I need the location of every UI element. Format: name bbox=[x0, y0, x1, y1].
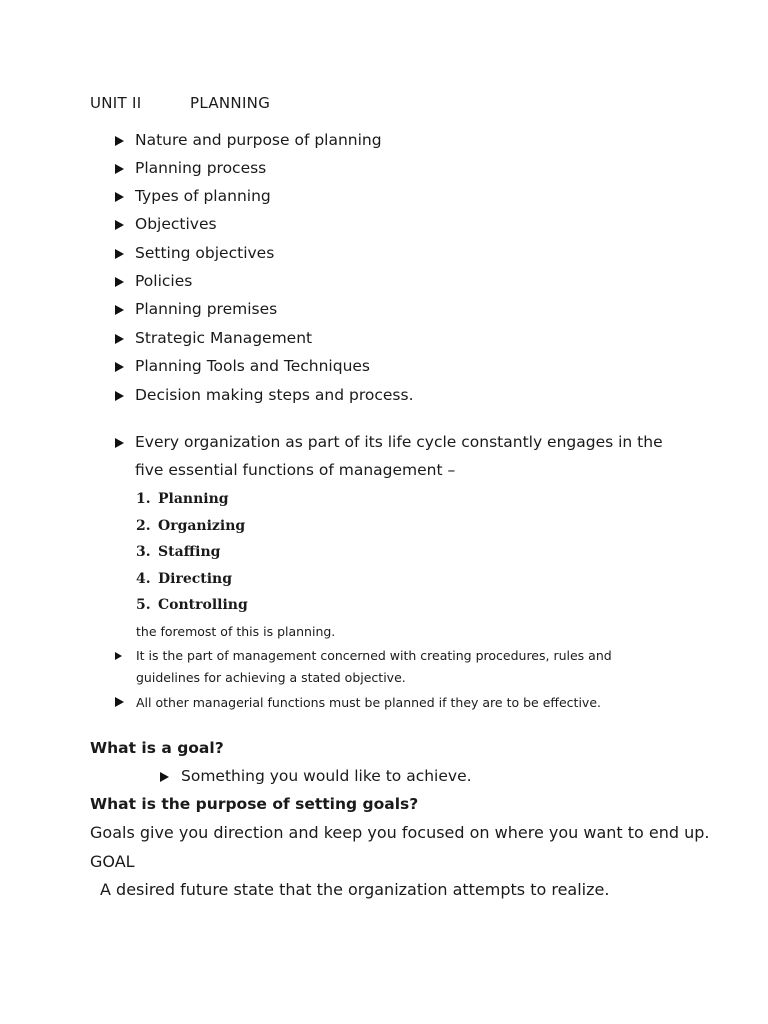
function-name: Organizing bbox=[158, 518, 246, 534]
arrow-bullet-icon bbox=[115, 438, 124, 448]
arrow-bullet-icon bbox=[115, 362, 124, 372]
arrow-bullet-icon bbox=[115, 305, 124, 315]
foremost-text: the foremost of this is planning. bbox=[136, 624, 336, 639]
topic-item: Setting objectives bbox=[135, 244, 275, 262]
arrow-bullet-icon bbox=[115, 277, 124, 287]
topic-item: Planning premises bbox=[135, 300, 278, 318]
topic-item: Nature and purpose of planning bbox=[135, 131, 382, 149]
topic-item: Strategic Management bbox=[135, 329, 313, 347]
unit-label: UNIT II bbox=[90, 94, 142, 112]
function-number: 3. bbox=[136, 544, 151, 560]
function-number: 1. bbox=[136, 491, 151, 507]
arrow-bullet-icon bbox=[115, 334, 124, 344]
topic-item: Decision making steps and process. bbox=[135, 386, 414, 404]
function-name: Planning bbox=[158, 491, 229, 507]
arrow-bullet-icon bbox=[115, 697, 124, 707]
function-name: Controlling bbox=[158, 597, 248, 613]
note-planned: All other managerial functions must be planned if they are to be effective. bbox=[136, 695, 601, 710]
topic-item: Objectives bbox=[135, 215, 217, 233]
intro-line-2: five essential functions of management – bbox=[135, 461, 456, 479]
arrow-bullet-icon bbox=[115, 249, 124, 259]
function-number: 5. bbox=[136, 597, 151, 613]
topic-item: Types of planning bbox=[135, 187, 271, 205]
purpose-answer: Goals give you direction and keep you focused on where you want to end up. bbox=[90, 823, 710, 842]
arrow-bullet-icon bbox=[115, 391, 124, 401]
function-name: Staffing bbox=[158, 544, 221, 560]
topic-item: Policies bbox=[135, 272, 193, 290]
note-part-line-1: It is the part of management concerned with creating procedures, rules and bbox=[136, 648, 612, 663]
goal-definition: A desired future state that the organization attempts to realize. bbox=[100, 880, 610, 899]
arrow-bullet-icon bbox=[115, 164, 124, 174]
arrow-bullet-icon bbox=[115, 220, 124, 230]
page-title: PLANNING bbox=[190, 94, 271, 112]
function-number: 2. bbox=[136, 518, 151, 534]
arrow-bullet-icon bbox=[115, 652, 122, 660]
arrow-bullet-icon bbox=[115, 192, 124, 202]
note-part-line-2: guidelines for achieving a stated objective. bbox=[136, 670, 406, 685]
goal-heading: GOAL bbox=[90, 852, 135, 871]
function-number: 4. bbox=[136, 571, 151, 587]
arrow-bullet-icon bbox=[115, 136, 124, 146]
purpose-question: What is the purpose of setting goals? bbox=[90, 795, 419, 813]
function-name: Directing bbox=[158, 571, 233, 587]
topic-item: Planning Tools and Techniques bbox=[135, 357, 371, 375]
topic-item: Planning process bbox=[135, 159, 267, 177]
arrow-bullet-icon bbox=[160, 772, 169, 782]
goal-question: What is a goal? bbox=[90, 739, 224, 757]
intro-line-1: Every organization as part of its life cycle constantly engages in the bbox=[135, 433, 663, 451]
goal-answer: Something you would like to achieve. bbox=[181, 767, 472, 785]
